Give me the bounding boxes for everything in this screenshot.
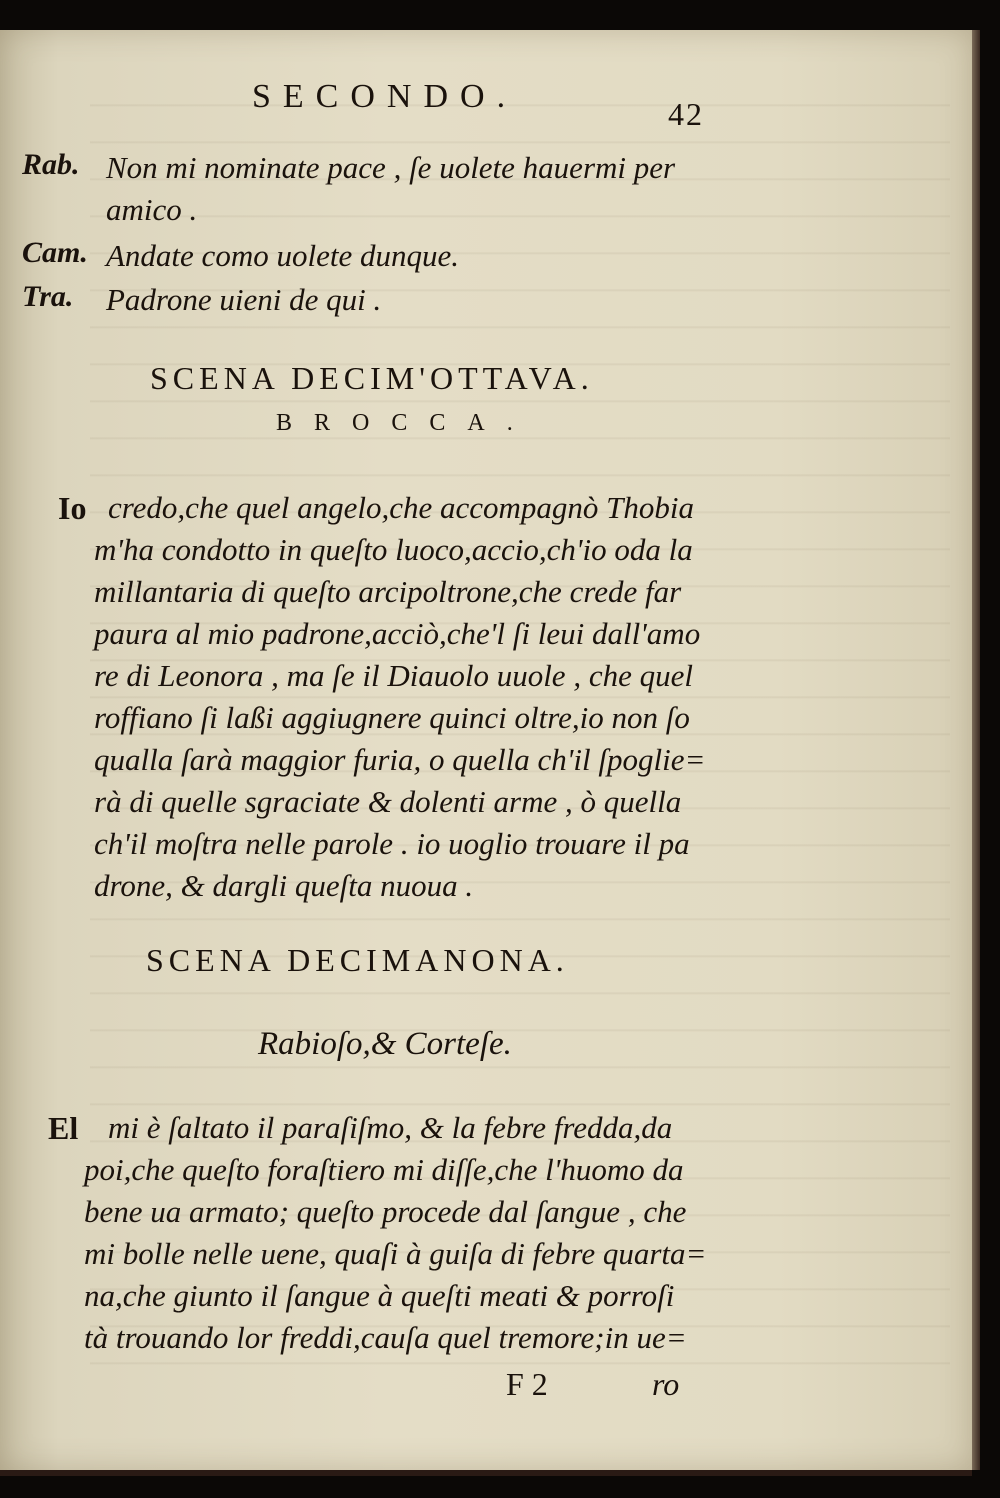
text-line: na,che giunto il ſangue à queſti meati & porroſi xyxy=(84,1278,675,1313)
signature-mark: F 2 xyxy=(506,1366,548,1402)
speaker-label: Cam. xyxy=(22,236,88,269)
text-line: qualla ſarà maggior furia, o quella ch'il ſpoglie= xyxy=(94,742,706,777)
paragraph-initial: El xyxy=(48,1110,79,1146)
text-line: paura al mio padrone,acciò,che'l ſi leui dall'amo xyxy=(94,616,701,651)
dialogue-line: Padrone uieni de qui . xyxy=(106,282,382,317)
text-line: mi bolle nelle uene, quaſi à guiſa di febre quarta= xyxy=(84,1236,707,1271)
text-line: roffiano ſi laßi aggiugnere quinci oltre,io non ſo xyxy=(94,700,690,735)
dialogue-line: Andate como uolete dunque. xyxy=(106,238,459,273)
scene-title: SCENA DECIM'OTTAVA. xyxy=(150,360,594,396)
text-line: credo,che quel angelo,che accompagnò Thobia xyxy=(108,490,694,525)
scene-characters: Rabioſo,& Corteſe. xyxy=(258,1026,512,1062)
dialogue-line: Non mi nominate pace , ſe uolete hauermi per xyxy=(106,150,676,185)
folio-number: 42 xyxy=(668,96,704,132)
paragraph-initial: Io xyxy=(58,490,87,526)
text-line: re di Leonora , ma ſe il Diauolo uuole , che quel xyxy=(94,658,693,693)
speaker-label: Rab. xyxy=(22,148,80,181)
speaker-label: Tra. xyxy=(22,280,74,313)
page-edge xyxy=(972,30,980,1470)
scene-title: SCENA DECIMANONA. xyxy=(146,942,569,978)
text-line: bene ua armato; queſto procede dal ſangue , che xyxy=(84,1194,687,1229)
text-line: drone, & dargli queſta nuoua . xyxy=(94,868,474,903)
scene-characters: BROCCA. xyxy=(276,410,535,436)
text-line: poi,che queſto foraſtiero mi diſſe,che l'huomo da xyxy=(84,1152,684,1187)
running-head: SECONDO. xyxy=(252,78,518,115)
catchword: ro xyxy=(652,1366,680,1402)
text-line: mi è ſaltato il paraſiſmo, & la febre fredda,da xyxy=(108,1110,673,1145)
text-line: m'ha condotto in queſto luoco,accio,ch'io oda la xyxy=(94,532,693,567)
dialogue-line: amico . xyxy=(106,192,198,227)
text-line: rà di quelle sgraciate & dolenti arme , ò quella xyxy=(94,784,682,819)
text-line: millantaria di queſto arcipoltrone,che crede far xyxy=(94,574,682,609)
text-line: ch'il moſtra nelle parole . io uoglio trouare il pa xyxy=(94,826,690,861)
text-line: tà trouando lor freddi,cauſa quel tremore;in ue= xyxy=(84,1320,687,1355)
